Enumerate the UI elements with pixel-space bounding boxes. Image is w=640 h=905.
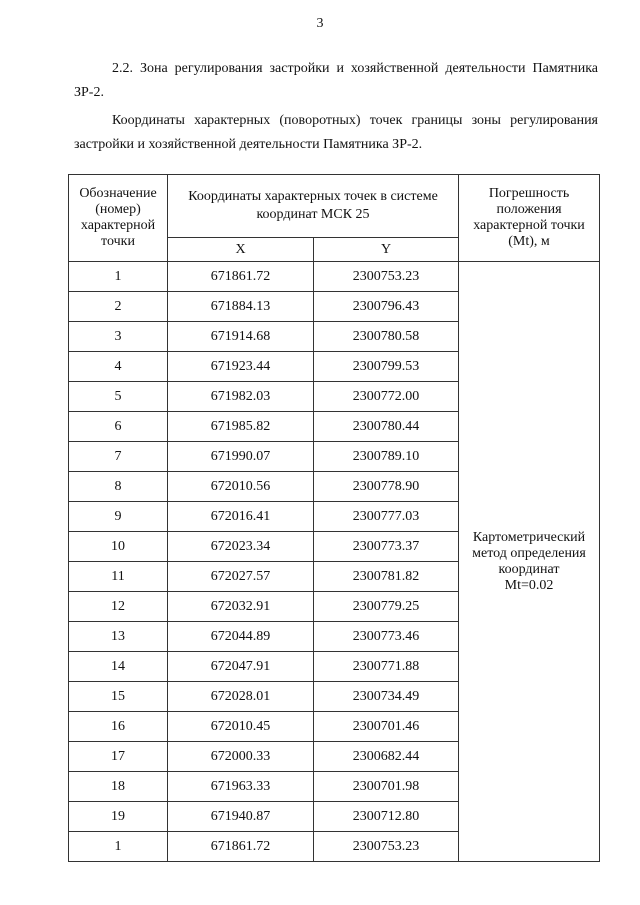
header-positional-error: [459, 175, 600, 262]
point-number-cell: 15: [69, 682, 168, 712]
y-coordinate-cell: 2300799.53: [314, 352, 459, 382]
x-coordinate-cell: 672044.89: [168, 622, 314, 652]
y-coordinate-cell: 2300772.00: [314, 382, 459, 412]
point-number-cell: 11: [69, 562, 168, 592]
header-point-line3: характерной: [80, 218, 156, 233]
y-coordinate-cell: 2300773.46: [314, 622, 459, 652]
point-number-cell: 17: [69, 742, 168, 772]
x-coordinate-cell: 672016.41: [168, 502, 314, 532]
table-caption-paragraph: Координаты характерных (поворотных) точек границы зоны регулирования застройки и хозяйственной деятельности Памятника ЗР-2.: [74, 113, 598, 152]
header-x: X: [168, 238, 314, 262]
x-coordinate-cell: 672000.33: [168, 742, 314, 772]
y-coordinate-cell: 2300753.23: [314, 262, 459, 292]
coordinates-table: [68, 174, 600, 862]
point-number-cell: 16: [69, 712, 168, 742]
y-coordinate-cell: 2300779.25: [314, 592, 459, 622]
x-coordinate-cell: 671963.33: [168, 772, 314, 802]
y-coordinate-cell: 2300780.44: [314, 412, 459, 442]
header-point-line4: точки: [101, 234, 135, 249]
y-coordinate-cell: 2300753.23: [314, 832, 459, 862]
header-error-line2: положения: [496, 202, 562, 217]
point-number-cell: 9: [69, 502, 168, 532]
point-number-cell: 3: [69, 322, 168, 352]
x-coordinate-cell: 671923.44: [168, 352, 314, 382]
point-number-cell: 14: [69, 652, 168, 682]
header-point-designation: [69, 175, 168, 262]
point-number-cell: 6: [69, 412, 168, 442]
x-coordinate-cell: 671990.07: [168, 442, 314, 472]
point-number-cell: 18: [69, 772, 168, 802]
x-coordinate-cell: 671940.87: [168, 802, 314, 832]
x-coordinate-cell: 672032.91: [168, 592, 314, 622]
x-coordinate-cell: 672023.34: [168, 532, 314, 562]
point-number-cell: 1: [69, 832, 168, 862]
x-coordinate-cell: 671985.82: [168, 412, 314, 442]
header-error-line1: Погрешность: [488, 186, 570, 201]
point-number-cell: 12: [69, 592, 168, 622]
header-point-line1: Обозначение: [79, 186, 157, 201]
x-coordinate-cell: 672010.56: [168, 472, 314, 502]
method-line-1: Картометрический: [472, 529, 586, 545]
y-coordinate-cell: 2300778.90: [314, 472, 459, 502]
y-coordinate-cell: 2300789.10: [314, 442, 459, 472]
x-coordinate-cell: 671884.13: [168, 292, 314, 322]
header-coordinates: Координаты характерных точек в системе координат МСК 25: [168, 175, 459, 238]
x-coordinate-cell: 671914.68: [168, 322, 314, 352]
y-coordinate-cell: 2300777.03: [314, 502, 459, 532]
header-point-line2: (номер): [95, 202, 141, 217]
x-coordinate-cell: 672010.45: [168, 712, 314, 742]
method-line-3: координат: [498, 561, 560, 577]
y-coordinate-cell: 2300771.88: [314, 652, 459, 682]
x-coordinate-cell: 671861.72: [168, 832, 314, 862]
y-coordinate-cell: 2300734.49: [314, 682, 459, 712]
point-number-cell: 4: [69, 352, 168, 382]
point-number-cell: 13: [69, 622, 168, 652]
x-coordinate-cell: 672027.57: [168, 562, 314, 592]
y-coordinate-cell: 2300796.43: [314, 292, 459, 322]
header-error-line3: характерной точки: [473, 218, 585, 233]
y-coordinate-cell: 2300712.80: [314, 802, 459, 832]
method-line-2: метод определения: [472, 545, 586, 561]
point-number-cell: 7: [69, 442, 168, 472]
y-coordinate-cell: 2300773.37: [314, 532, 459, 562]
x-coordinate-cell: 672047.91: [168, 652, 314, 682]
header-y: Y: [314, 238, 459, 262]
point-number-cell: 8: [69, 472, 168, 502]
coordinates-table-body: [69, 262, 600, 862]
method-cell: [459, 262, 600, 862]
y-coordinate-cell: 2300780.58: [314, 322, 459, 352]
header-error-line4: (Mt), м: [508, 234, 550, 249]
point-number-cell: 10: [69, 532, 168, 562]
point-number-cell: 19: [69, 802, 168, 832]
y-coordinate-cell: 2300701.98: [314, 772, 459, 802]
page-number: 3: [316, 16, 324, 31]
y-coordinate-cell: 2300701.46: [314, 712, 459, 742]
point-number-cell: 1: [69, 262, 168, 292]
point-number-cell: 5: [69, 382, 168, 412]
table-row: [69, 262, 600, 292]
y-coordinate-cell: 2300781.82: [314, 562, 459, 592]
x-coordinate-cell: 672028.01: [168, 682, 314, 712]
x-coordinate-cell: 671982.03: [168, 382, 314, 412]
x-coordinate-cell: 671861.72: [168, 262, 314, 292]
y-coordinate-cell: 2300682.44: [314, 742, 459, 772]
point-number-cell: 2: [69, 292, 168, 322]
section-heading-paragraph: 2.2. Зона регулирования застройки и хозяйственной деятельности Памятника ЗР-2.: [74, 61, 598, 100]
method-line-4: Mt=0.02: [504, 577, 554, 593]
